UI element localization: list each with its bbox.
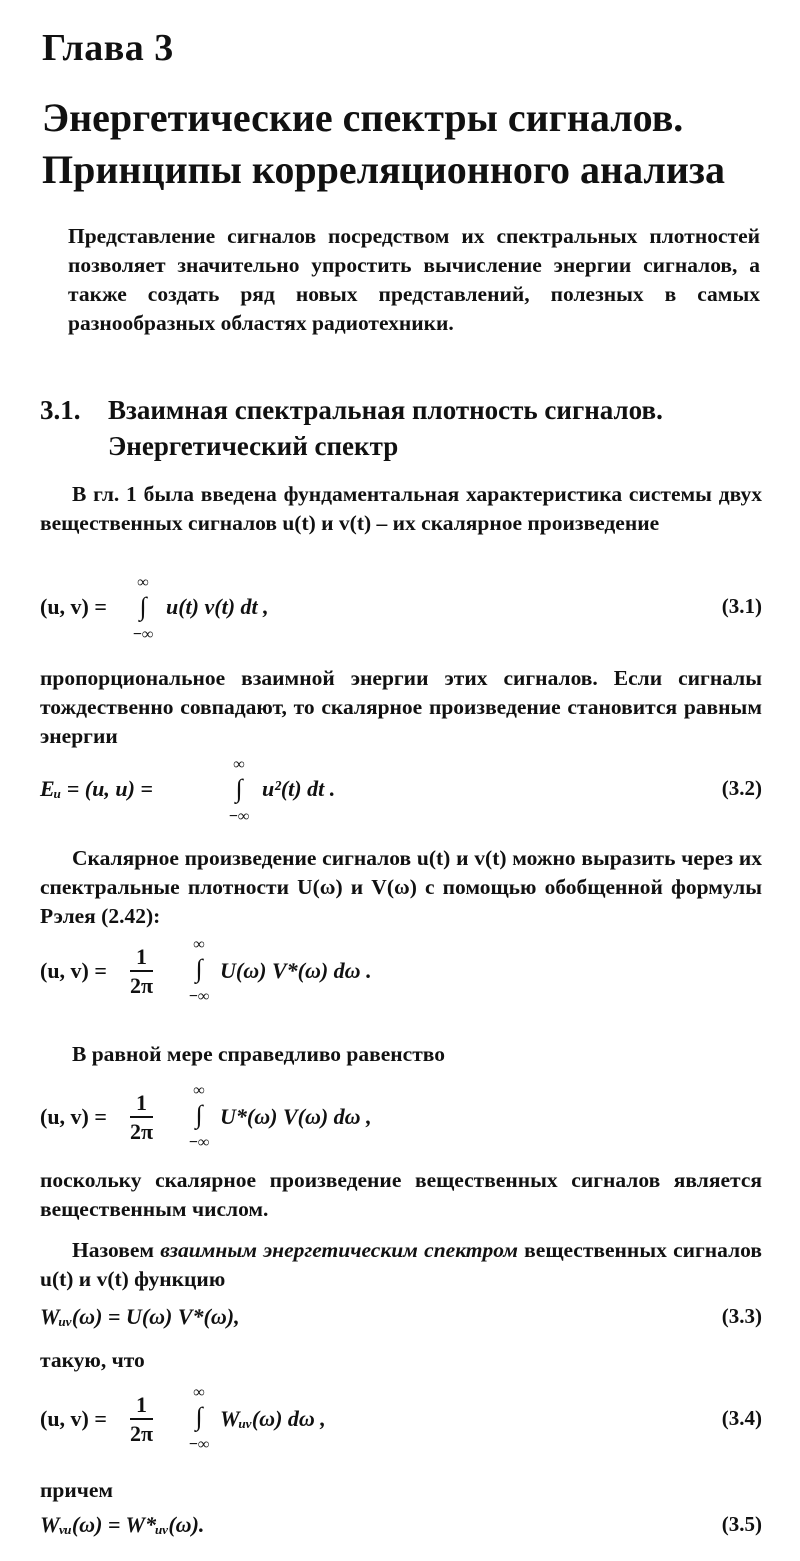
paragraph-3: [40, 844, 762, 931]
chapter-title: [42, 92, 725, 196]
paragraph-6-text: [40, 1236, 762, 1294]
eq-3-2-lhs: Eᵤ = (u, u) =: [40, 776, 153, 801]
eq-rayleigh-fraction: [126, 944, 157, 1000]
eq-3-3-body: Wᵤᵥ(ω) = U(ω) V*(ω),: [40, 1304, 240, 1329]
paragraph-1-text: В гл. 1 была введена фундаментальная характеристика системы двух вещественных сигналов u(t) и v(t) – их скалярное произведение: [40, 482, 762, 535]
eq-3-1-lower-limit: −∞: [132, 625, 154, 643]
equation-3-4: [40, 1383, 762, 1453]
eq-3-4-lhs: (u, v) =: [40, 1406, 107, 1431]
eq-3-1-lhs: (u, v) =: [40, 594, 107, 619]
paragraph-2: пропорциональное взаимной энергии этих сигналов. Если сигналы тождественно совпадают, то скалярное произведение становится равным энергии: [40, 666, 762, 748]
section-number: 3.1.: [40, 395, 81, 425]
chapter-title-line-2: Принципы корреляционного анализа: [42, 147, 725, 192]
section-title-line-1: Взаимная спектральная плотность сигналов.: [108, 395, 663, 425]
eq-3-4-upper-limit: ∞: [193, 1383, 205, 1401]
paragraph-4: [40, 1040, 762, 1069]
eq-3-3-number: (3.3): [721, 1304, 762, 1328]
equation-3-2: [40, 755, 762, 825]
eq-conjugate-integral: ∞ ∫ −∞: [186, 1100, 212, 1128]
chapter-heading: Глава 3: [42, 27, 174, 69]
eq-3-4-frac-num: 1: [130, 1392, 153, 1420]
eq-3-5-number: (3.5): [721, 1512, 762, 1536]
eq-conjugate-lower-limit: −∞: [188, 1133, 210, 1151]
eq-rayleigh-frac-den: 2π: [130, 973, 154, 998]
paragraph-5: поскольку скалярное произведение вещественных сигналов является вещественным числом.: [40, 1168, 762, 1221]
eq-conjugate-fraction: [126, 1090, 157, 1146]
eq-3-2-number: (3.2): [721, 776, 762, 800]
paragraph-8: причем: [40, 1478, 114, 1502]
eq-3-2-integral: ∞ ∫ −∞: [226, 774, 252, 802]
equation-3-3: [40, 1304, 762, 1344]
paragraph-6-emphasis: взаимным энергетическим спектром: [160, 1238, 518, 1262]
eq-3-4-frac-den: 2π: [130, 1421, 154, 1446]
section-title-line-2: Энергетический спектр: [108, 431, 399, 461]
paragraph-1: [40, 480, 762, 538]
paragraph-6: [40, 1236, 762, 1294]
eq-3-1-body: u(t) v(t) dt ,: [166, 594, 269, 619]
paragraph-6-tail: вещественных сигналов u(t) и v(t) функцию: [40, 1238, 762, 1291]
chapter-intro: Представление сигналов посредством их спектральных плотностей позволяет значительно упростить вычисление энергии сигналов, а также создать ряд новых представлений, полезных в самых разнообразных областях радиотехники.: [68, 224, 760, 335]
eq-3-1-number: (3.1): [721, 594, 762, 618]
eq-3-1-upper-limit: ∞: [137, 573, 149, 591]
equation-rayleigh: [40, 935, 762, 1005]
equation-conjugate: [40, 1081, 762, 1151]
eq-rayleigh-lower-limit: −∞: [188, 987, 210, 1005]
eq-conjugate-lhs: (u, v) =: [40, 1104, 107, 1129]
eq-3-4-fraction: [126, 1392, 157, 1448]
eq-3-2-body: u²(t) dt .: [262, 776, 336, 801]
eq-rayleigh-integral: ∞ ∫ −∞: [186, 954, 212, 982]
eq-3-2-upper-limit: ∞: [233, 755, 245, 773]
equation-3-1: [40, 573, 762, 643]
eq-3-4-body: Wᵤᵥ(ω) dω ,: [220, 1406, 326, 1431]
eq-3-5-body: Wᵥᵤ(ω) = W*ᵤᵥ(ω).: [40, 1512, 205, 1537]
section-heading: [40, 392, 663, 464]
eq-conjugate-frac-den: 2π: [130, 1119, 154, 1144]
eq-3-4-integral: ∞ ∫ −∞: [186, 1402, 212, 1430]
eq-3-4-number: (3.4): [721, 1406, 762, 1430]
eq-rayleigh-lhs: (u, v) =: [40, 958, 107, 983]
chapter-title-line-1: Энергетические спектры сигналов.: [42, 95, 684, 140]
eq-3-2-lower-limit: −∞: [228, 807, 250, 825]
eq-3-4-lower-limit: −∞: [188, 1435, 210, 1453]
eq-rayleigh-upper-limit: ∞: [193, 935, 205, 953]
paragraph-3-text: Скалярное произведение сигналов u(t) и v(t) можно выразить через их спектральные плотности U(ω) и V(ω) с помощью обобщенной формулы Рэлея (2.42):: [40, 846, 762, 928]
paragraph-4-text: В равной мере справедливо равенство: [72, 1042, 445, 1066]
eq-rayleigh-frac-num: 1: [130, 944, 153, 972]
paragraph-6-lead: Назовем: [72, 1238, 161, 1262]
equation-3-5: [40, 1512, 762, 1552]
eq-rayleigh-body: U(ω) V*(ω) dω .: [220, 958, 372, 983]
eq-conjugate-body: U*(ω) V(ω) dω ,: [220, 1104, 372, 1129]
paragraph-7: такую, что: [40, 1348, 145, 1372]
eq-conjugate-frac-num: 1: [130, 1090, 153, 1118]
eq-conjugate-upper-limit: ∞: [193, 1081, 205, 1099]
eq-3-1-integral: ∞ ∫ −∞: [130, 592, 156, 620]
